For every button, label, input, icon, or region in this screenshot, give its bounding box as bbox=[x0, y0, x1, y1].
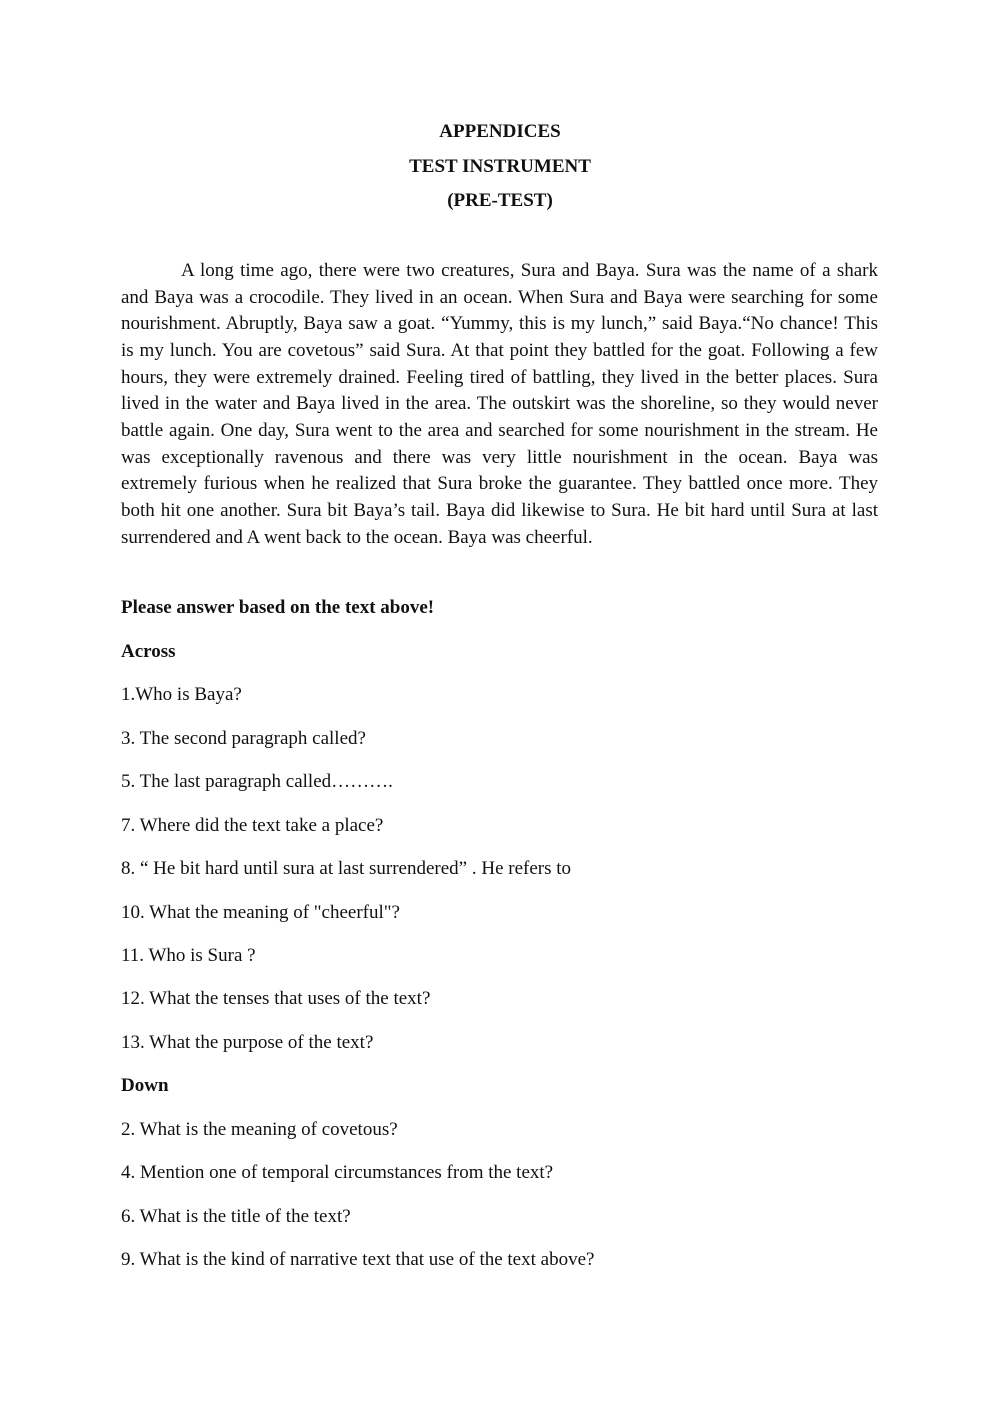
instruction: Please answer based on the text above! bbox=[121, 597, 435, 618]
heading-pre-test: (PRE-TEST) bbox=[447, 190, 553, 211]
down-question-6: 6. What is the title of the text? bbox=[121, 1206, 351, 1227]
across-question-12: 12. What the tenses that uses of the text? bbox=[121, 988, 431, 1009]
across-question-1: 1.Who is Baya? bbox=[121, 684, 242, 705]
down-question-4: 4. Mention one of temporal circumstances from the text? bbox=[121, 1162, 554, 1183]
across-question-10: 10. What the meaning of "cheerful"? bbox=[121, 902, 400, 923]
across-heading: Across bbox=[121, 641, 176, 662]
across-question-3: 3. The second paragraph called? bbox=[121, 728, 366, 749]
heading-test-instrument: TEST INSTRUMENT bbox=[409, 156, 591, 177]
across-question-8: 8. “ He bit hard until sura at last surrendered” . He refers to bbox=[121, 858, 572, 879]
down-heading: Down bbox=[121, 1075, 169, 1096]
across-question-5: 5. The last paragraph called………. bbox=[121, 771, 393, 792]
across-question-11: 11. Who is Sura ? bbox=[121, 945, 256, 966]
heading-appendices: APPENDICES bbox=[439, 121, 561, 142]
down-question-9: 9. What is the kind of narrative text that use of the text above? bbox=[121, 1249, 595, 1270]
reading-passage: A long time ago, there were two creatures, Sura and Baya. Sura was the name of a shark and Baya was a crocodile. They lived in an ocean. When Sura and Baya were searching for some nourishment. Abruptly, Baya saw a goat. “Yummy, this is my lunch,” said Baya.“No chance! This is my lunch. You are covetous” said Sura. At that point they battled for the goat. Following a few hours, they were extremely drained. Feeling tired of battling, they lived in the better places. Sura lived in the water and Baya lived in the area. The outskirt was the shoreline, so they would never battle again. One day, Sura went to the area and searched for some nourishment in the stream. He was exceptionally ravenous and there was very little nourishment in the ocean. Baya was extremely furious when he realized that Sura broke the guarantee. They battled once more. They both hit one another. Sura bit Baya’s tail. Baya did likewise to Sura. He bit hard until Sura at last surrendered and A went back to the ocean. Baya was cheerful. bbox=[121, 260, 878, 548]
across-question-7: 7. Where did the text take a place? bbox=[121, 815, 384, 836]
across-question-13: 13. What the purpose of the text? bbox=[121, 1032, 374, 1053]
down-question-2: 2. What is the meaning of covetous? bbox=[121, 1119, 398, 1140]
